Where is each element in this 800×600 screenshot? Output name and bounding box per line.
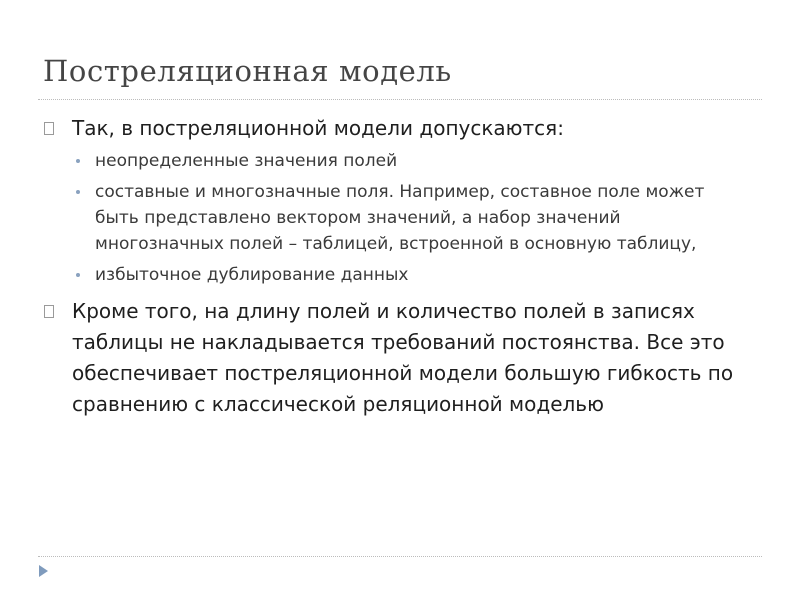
title-divider <box>38 99 762 100</box>
sub-bullet-item-3-text: избыточное дублирование данных <box>95 265 409 285</box>
sub-bullet-item-2 <box>43 179 753 257</box>
square-bullet-icon <box>44 305 54 318</box>
slide-title: Постреляционная модель <box>43 54 452 88</box>
sub-bullet-item-3 <box>43 262 753 288</box>
dot-bullet-icon <box>76 190 80 194</box>
dot-bullet-icon <box>76 159 80 163</box>
slide-body <box>43 113 753 420</box>
sub-bullet-item-1 <box>43 148 753 174</box>
footer-divider <box>38 556 762 557</box>
dot-bullet-icon <box>76 273 80 277</box>
square-bullet-icon <box>44 122 54 135</box>
play-arrow-icon <box>39 565 48 577</box>
bullet-item-1 <box>43 113 753 144</box>
sub-bullet-item-1-text: неопределенные значения полей <box>95 151 398 171</box>
sub-bullet-item-2-text: составные и многозначные поля. Например, составное поле может быть представлено вектором значений, а набор значений многозначных полей – таблицей, встроенной в основную таблицу, <box>95 182 705 254</box>
bullet-item-2-text: Кроме того, на длину полей и количество полей в записях таблицы не накладывается требований постоянства. Все это обеспечивает постреляционной модели большую гибкость по сравнению с классической реляционной моделью <box>72 299 734 416</box>
bullet-item-1-text: Так, в постреляционной модели допускаются: <box>72 116 564 140</box>
sub-bullet-list <box>43 148 753 288</box>
bullet-item-2 <box>43 296 753 420</box>
